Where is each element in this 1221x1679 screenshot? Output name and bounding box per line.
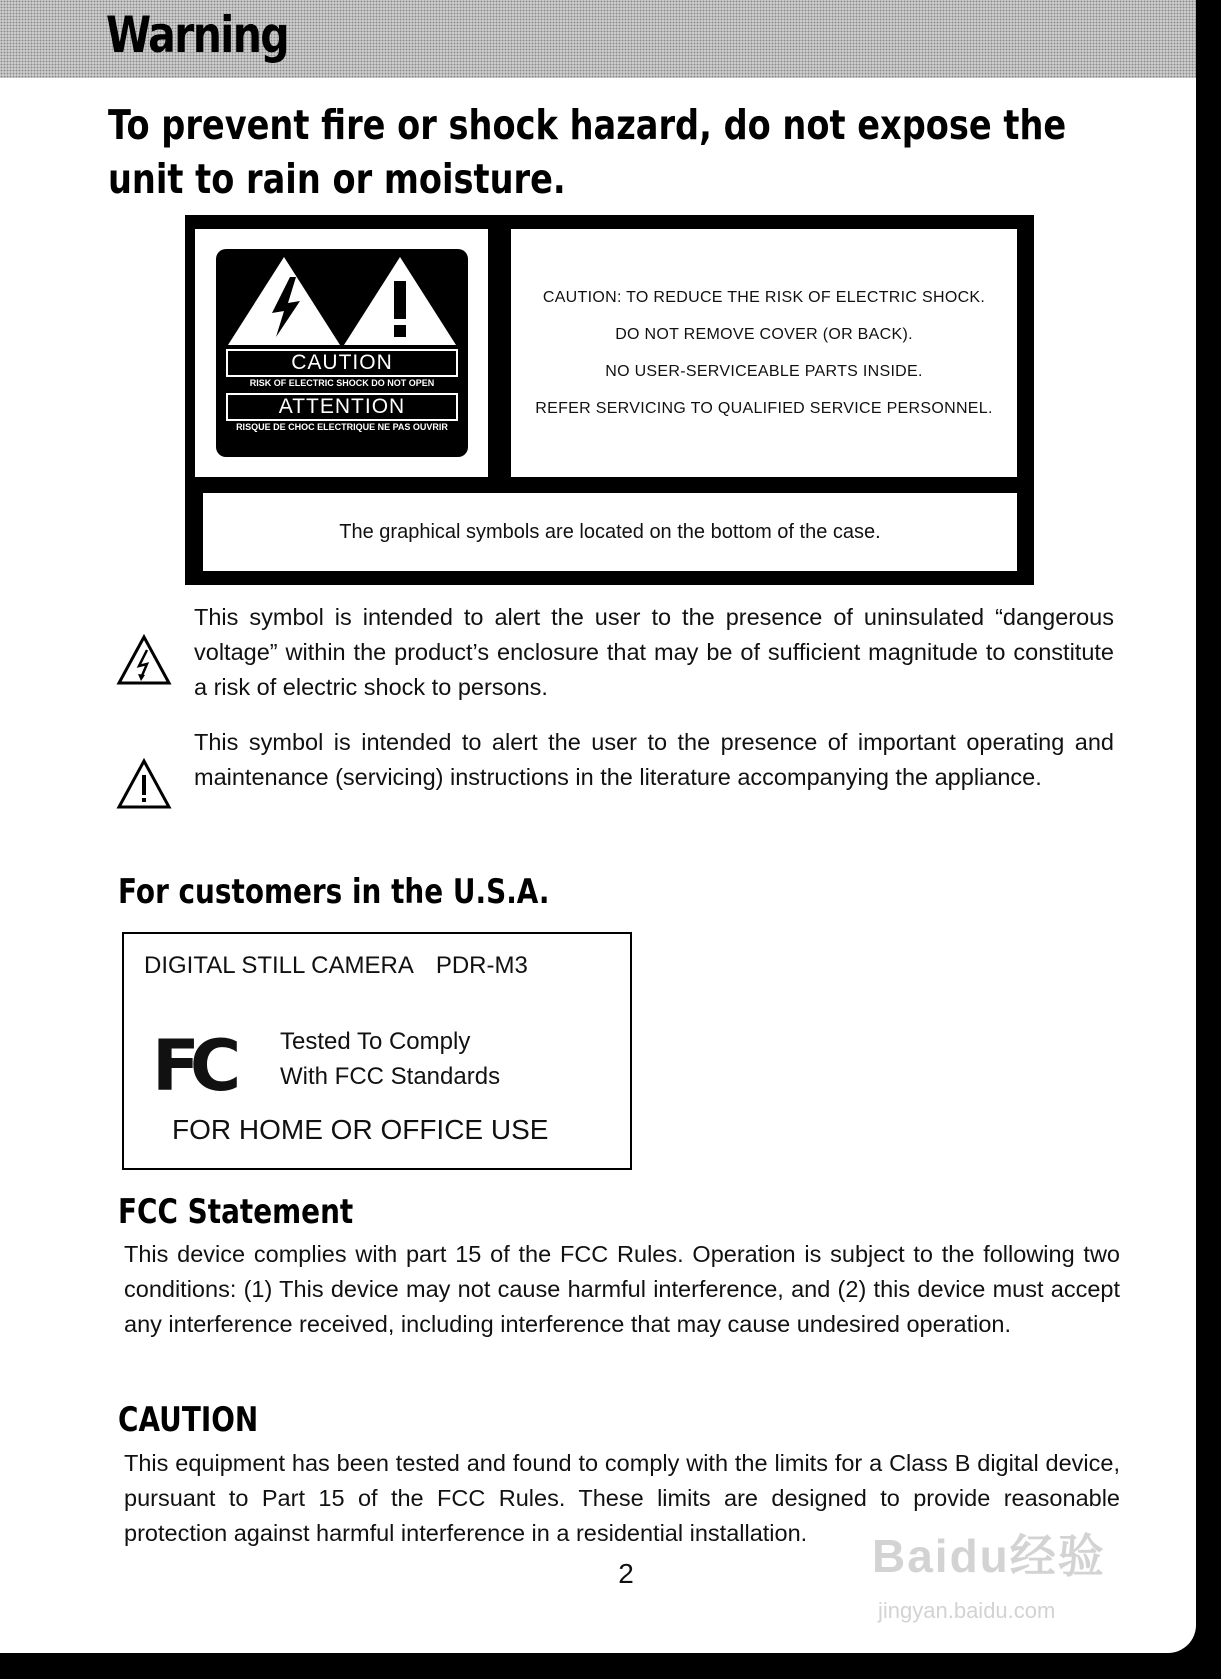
- fcc-statement-heading: FCC Statement: [118, 1192, 354, 1232]
- fcc-product-name: DIGITAL STILL CAMERA: [144, 952, 414, 979]
- usa-section-heading: For customers in the U.S.A.: [118, 872, 550, 912]
- caution-sticker-panel: [195, 229, 488, 477]
- caution-text-panel: [511, 229, 1017, 477]
- symbols-location-note: The graphical symbols are located on the bottom of the case.: [203, 493, 1017, 571]
- hazard-headline: To prevent fire or shock hazard, do not expose the unit to rain or moisture.: [108, 101, 1067, 203]
- caution-label-block: [185, 215, 1034, 585]
- fcc-tested-text: [280, 1024, 500, 1094]
- caution-line: DO NOT REMOVE COVER (OR BACK).: [615, 326, 913, 343]
- baidu-watermark: [872, 1520, 1172, 1624]
- fcc-product-line: [144, 952, 528, 980]
- fcc-tested-line: Tested To Comply: [280, 1028, 471, 1055]
- caution-section-text: This equipment has been tested and found to comply with the limits for a Class B digital device, pursuant to Part 15 of the FCC Rules. These limits are designed to provide reasonable protection against harmful interference in a residential installation.: [124, 1450, 1120, 1546]
- sticker-warning-triangles-icon: [226, 255, 458, 347]
- watermark-url: jingyan.baidu.com: [878, 1598, 1056, 1623]
- page-title: Warning: [106, 6, 288, 64]
- page-number: 2: [618, 1558, 634, 1589]
- caution-line: REFER SERVICING TO QUALIFIED SERVICE PERSONNEL.: [535, 400, 993, 417]
- sticker-attention-bar: ATTENTION: [226, 393, 458, 421]
- fcc-use-line: FOR HOME OR OFFICE USE: [172, 1114, 549, 1145]
- fcc-model-number: PDR-M3: [435, 952, 528, 979]
- caution-line: NO USER-SERVICEABLE PARTS INSIDE.: [605, 363, 923, 380]
- sticker-caution-subtext: RISK OF ELECTRIC SHOCK DO NOT OPEN: [249, 378, 435, 388]
- fcc-statement-text: This device complies with part 15 of the FCC Rules. Operation is subject to the following two conditions: (1) This device may not cause harmful interference, and (2) this device must accept any interference received, including interference that may cause undesired operation.: [124, 1241, 1120, 1337]
- watermark-brand: Baidu经验: [872, 1530, 1106, 1582]
- exclamation-warning-triangle-icon: [116, 758, 172, 810]
- header-band: [0, 0, 1196, 78]
- caution-sticker: [216, 249, 468, 457]
- fcc-logo-icon: FC: [152, 1025, 232, 1107]
- fcc-tested-line: With FCC Standards: [280, 1063, 501, 1090]
- exclamation-symbol-description: This symbol is intended to alert the user to the presence of important operating and maintenance (servicing) instructions in the literature accompanying the appliance.: [194, 729, 1114, 790]
- fcc-compliance-label: [122, 932, 632, 1170]
- sticker-attention-subtext: RISQUE DE CHOC ELECTRIQUE NE PAS OUVRIR: [236, 422, 448, 432]
- caution-line: CAUTION: TO REDUCE THE RISK OF ELECTRIC SHOCK.: [542, 289, 986, 306]
- sticker-caution-bar: CAUTION: [226, 349, 458, 377]
- lightning-symbol-description: This symbol is intended to alert the user to the presence of uninsulated “dangerous voltage” within the product’s enclosure that may be of sufficient magnitude to constitute a risk of electric shock to persons.: [194, 604, 1114, 700]
- lightning-warning-triangle-icon: [116, 634, 172, 686]
- caution-section-heading: CAUTION: [118, 1400, 259, 1440]
